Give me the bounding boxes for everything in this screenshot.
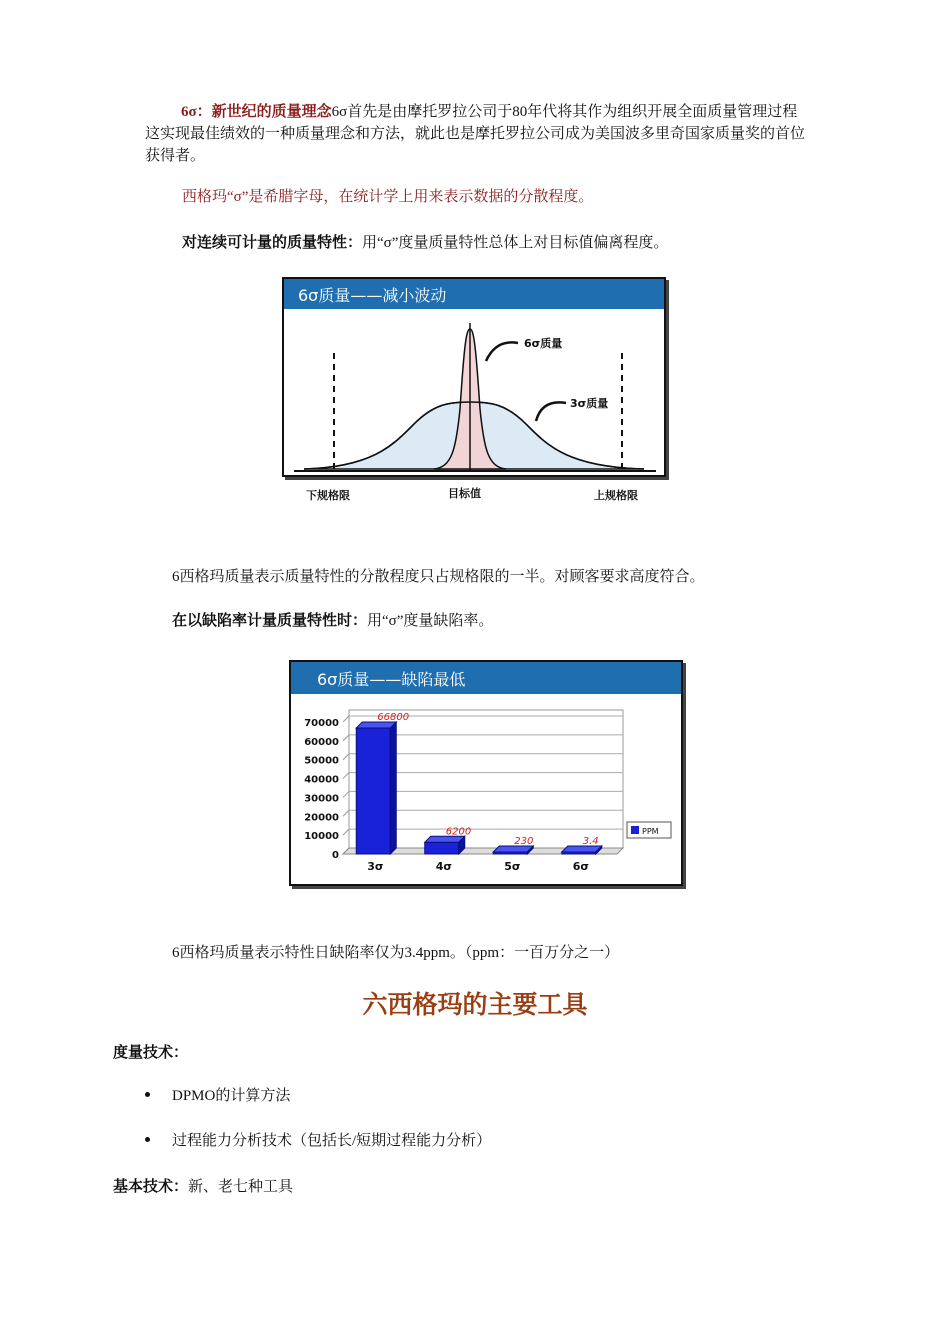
figure-variation [282, 277, 666, 507]
figure-variation-frame [282, 277, 666, 477]
bullet-capability: 过程能力分析技术（包括长/短期过程能力分析） [172, 1133, 492, 1149]
figure-defects [289, 660, 683, 886]
grid-depth [343, 716, 349, 722]
intro-paragraph [145, 101, 805, 167]
grid-depth [343, 735, 349, 741]
grid-depth [343, 829, 349, 835]
figure-variation-title: 6σ质量——减小波动 [284, 279, 664, 309]
y-tick-label: 40000 [304, 774, 339, 786]
bullet-dpmo: DPMO的计算方法 [172, 1088, 291, 1104]
defect-label: 在以缺陷率计量质量特性时： [172, 613, 368, 629]
continuous-text: 用“σ”度量质量特性总体上对目标值偏离程度。 [362, 235, 669, 251]
x-tick-label: 6σ [572, 860, 589, 873]
continuous-measure [182, 231, 668, 252]
basic-techniques [113, 1175, 293, 1196]
data-label: 3.4 [582, 836, 599, 847]
bar-side [390, 722, 396, 854]
bullet-icon [145, 1137, 150, 1142]
y-tick-label: 30000 [304, 793, 339, 805]
grid-depth [343, 810, 349, 816]
y-tick-label: 20000 [304, 812, 339, 824]
basic-label: 基本技术： [113, 1179, 189, 1195]
y-tick-label: 70000 [304, 718, 339, 729]
data-label: 66800 [377, 712, 410, 724]
data-label: 6200 [445, 826, 472, 838]
intro-text: 6σ首先是由摩托罗拉公司于80年代将其作为组织开展全面质量管理过程这实现最佳绩效的一种质量理念和方法，就此也是摩托罗拉公司成为美国波多里奇国家质量奖的首位获得者。 [145, 104, 806, 164]
legend-swatch [631, 826, 639, 834]
grid-depth [343, 791, 349, 797]
x-tick-label: 3σ [367, 860, 384, 873]
grid-depth [343, 773, 349, 779]
defect-text: 用“σ”度量缺陷率。 [367, 613, 494, 629]
bar [425, 842, 459, 854]
intro-lead: 6σ：新世纪的质量理念 [181, 104, 332, 120]
defect-measure [172, 609, 493, 630]
grid-depth [343, 754, 349, 760]
measure-techniques-label: 度量技术： [113, 1045, 189, 1061]
spread-paragraph: 6西格玛质量表示质量特性的分散程度只占规格限的一半。对顾客要求高度符合。 [172, 569, 705, 585]
y-tick-label: 0 [332, 850, 339, 861]
label-6sigma: 6σ质量 [524, 337, 563, 350]
data-label: 230 [514, 836, 534, 847]
chart-title: 6σ质量——缺陷最低 [291, 662, 681, 694]
lsl-label: 下规格限 [306, 489, 350, 502]
basic-text: 新、老七种工具 [188, 1179, 294, 1195]
ppm-paragraph: 6西格玛质量表示特性日缺陷率仅为3.4ppm。（ppm：一百万分之一） [172, 945, 620, 961]
bullet-icon [145, 1092, 150, 1097]
legend-label: PPM [642, 827, 659, 836]
y-tick-label: 60000 [304, 736, 339, 748]
defect-bar-chart [291, 694, 681, 884]
x-tick-label: 4σ [435, 860, 452, 873]
x-tick-label: 5σ [504, 860, 521, 873]
y-tick-label: 10000 [304, 831, 339, 843]
distribution-plot [284, 309, 664, 475]
usl-label: 上规格限 [594, 489, 638, 502]
y-tick-label: 50000 [304, 755, 339, 767]
label-3sigma: 3σ质量 [570, 397, 609, 410]
continuous-label: 对连续可计量的质量特性： [182, 235, 363, 251]
target-label: 目标值 [448, 487, 481, 500]
main-heading: 六西格玛的主要工具 [362, 992, 588, 1019]
bar [356, 728, 390, 854]
sigma-definition: 西格玛“σ”是希腊字母，在统计学上用来表示数据的分散程度。 [182, 189, 594, 205]
